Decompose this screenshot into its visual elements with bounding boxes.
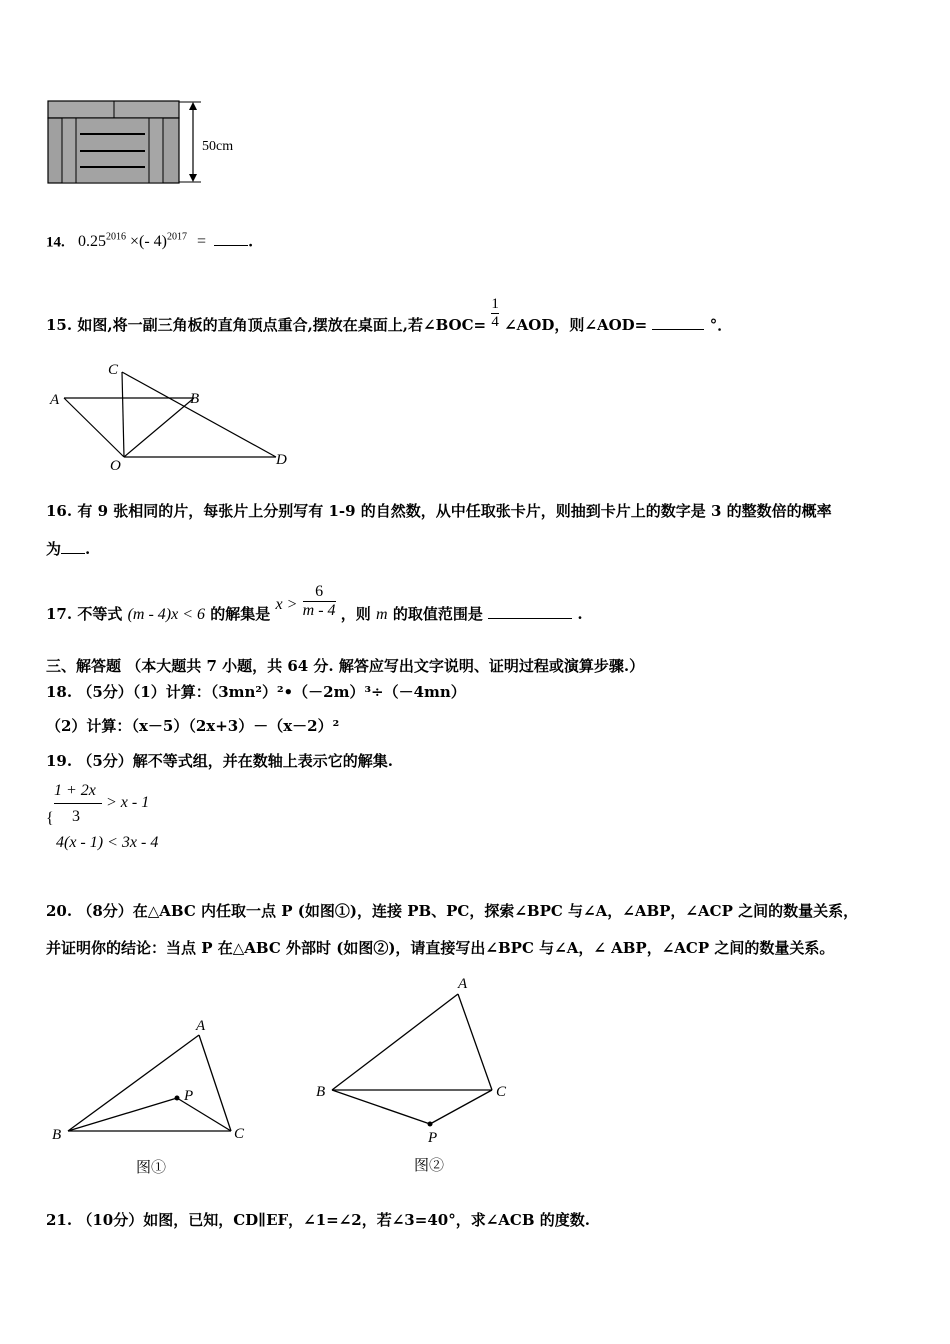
question-text-2: ∠AOD，则∠AOD=	[504, 315, 648, 334]
question-19: 19. （5分）解不等式组，并在数轴上表示它的解集.	[46, 752, 393, 770]
shelf-figure	[44, 98, 254, 190]
period: .	[85, 540, 91, 558]
ineq1-denominator: 3	[72, 808, 80, 825]
exponent-2: 2017	[167, 232, 187, 243]
question-text-3: ，则	[340, 604, 371, 623]
label-C: C	[234, 1126, 245, 1142]
ineq1-numerator: 1 + 2x	[54, 782, 96, 799]
degree-tail: °．	[709, 315, 733, 334]
inequality: (m - 4)x < 6	[127, 605, 206, 623]
ineq1-fraction-bar	[54, 803, 102, 804]
system-brace: {	[46, 810, 54, 827]
triangle-plates-figure	[44, 358, 304, 474]
label-D: D	[276, 452, 287, 468]
question-15	[46, 284, 733, 334]
label-C: C	[108, 362, 119, 378]
question-number: 14.	[46, 234, 65, 251]
solution-lhs: x >	[275, 595, 298, 613]
question-17	[46, 570, 583, 623]
question-number: 16.	[46, 502, 73, 520]
question-18: 18. （5分）（1）计算：（3mn²）²•（－2m）³÷（－4mn）	[46, 683, 466, 701]
question-20-line2: 并证明你的结论：当点 P 在△ABC 外部时 (如图②)，请直接写出∠BPC 与∠A，∠ ABP，∠ACP 之间的数量关系。	[46, 939, 835, 957]
label-A: A	[196, 1018, 206, 1034]
answer-blank	[652, 329, 704, 330]
question-18-part2: （2）计算：（x－5）（2x+3）－（x－2）²	[46, 717, 340, 735]
fraction-one-quarter: $\frac{1}{4}$	[491, 296, 499, 330]
question-21: 21. （10分）如图，已知，CD∥EF，∠1=∠2，若∠3=40°，求∠ACB 的度数.	[46, 1211, 590, 1229]
figure-caption: 图②	[414, 1158, 445, 1174]
question-text-prefix: 为	[46, 540, 62, 558]
figure-1-triangle	[44, 1010, 264, 1180]
period: .	[248, 232, 254, 251]
solution-fraction: $\frac{6}{m - 4}$	[302, 583, 336, 619]
answer-blank	[488, 618, 572, 619]
ineq1-rhs: > x - 1	[106, 794, 150, 811]
question-text-2: 的解集是	[210, 604, 271, 623]
base-value: 0.25	[77, 233, 106, 251]
times-sign: ×	[129, 233, 140, 251]
question-number: 15.	[46, 315, 73, 334]
question-text-4: 的取值范围是	[392, 604, 483, 623]
variable-m: m	[376, 605, 388, 623]
label-B: B	[52, 1127, 62, 1143]
height-label: 50cm	[202, 139, 234, 154]
label-P: P	[184, 1088, 194, 1104]
question-20: 20. （8分）在△ABC 内任取一点 P (如图①)，连接 PB、PC，探索∠BPC 与∠A，∠ABP，∠ACP 之间的数量关系，	[46, 902, 859, 920]
label-B: B	[316, 1084, 326, 1100]
question-number: 17.	[46, 604, 73, 623]
ineq2: 4(x - 1) < 3x - 4	[56, 834, 159, 851]
label-O: O	[110, 458, 121, 474]
question-text: 有 9 张相同的片，每张片上分别写有 1-9 的自然数，从中任取张卡片，则抽到卡片上的数字是 3 的整数倍的概率	[77, 502, 832, 520]
label-B: B	[190, 391, 200, 407]
question-16-line2	[46, 538, 90, 559]
period: .	[577, 604, 583, 623]
question-text: 如图,将一副三角板的直角顶点重合,摆放在桌面上,若∠BOC=	[77, 315, 487, 334]
label-A: A	[458, 976, 468, 992]
question-text-1: 不等式	[77, 604, 123, 623]
figure-caption: 图①	[136, 1160, 167, 1176]
question-16	[46, 500, 832, 521]
label-A: A	[50, 392, 60, 408]
exponent-1: 2016	[105, 232, 126, 243]
section-heading: 三、解答题 （本大题共 7 小题，共 64 分. 解答应写出文字说明、证明过程或演算步骤.）	[46, 657, 645, 675]
figure-2-triangle	[310, 972, 530, 1182]
answer-blank	[214, 245, 248, 246]
answer-blank	[61, 553, 85, 554]
negative-base: (- 4)	[139, 233, 167, 251]
equals-sign: =	[197, 233, 207, 251]
label-C: C	[496, 1084, 507, 1100]
question-14	[46, 232, 253, 251]
label-P: P	[428, 1130, 438, 1146]
inequality-system	[46, 782, 246, 858]
